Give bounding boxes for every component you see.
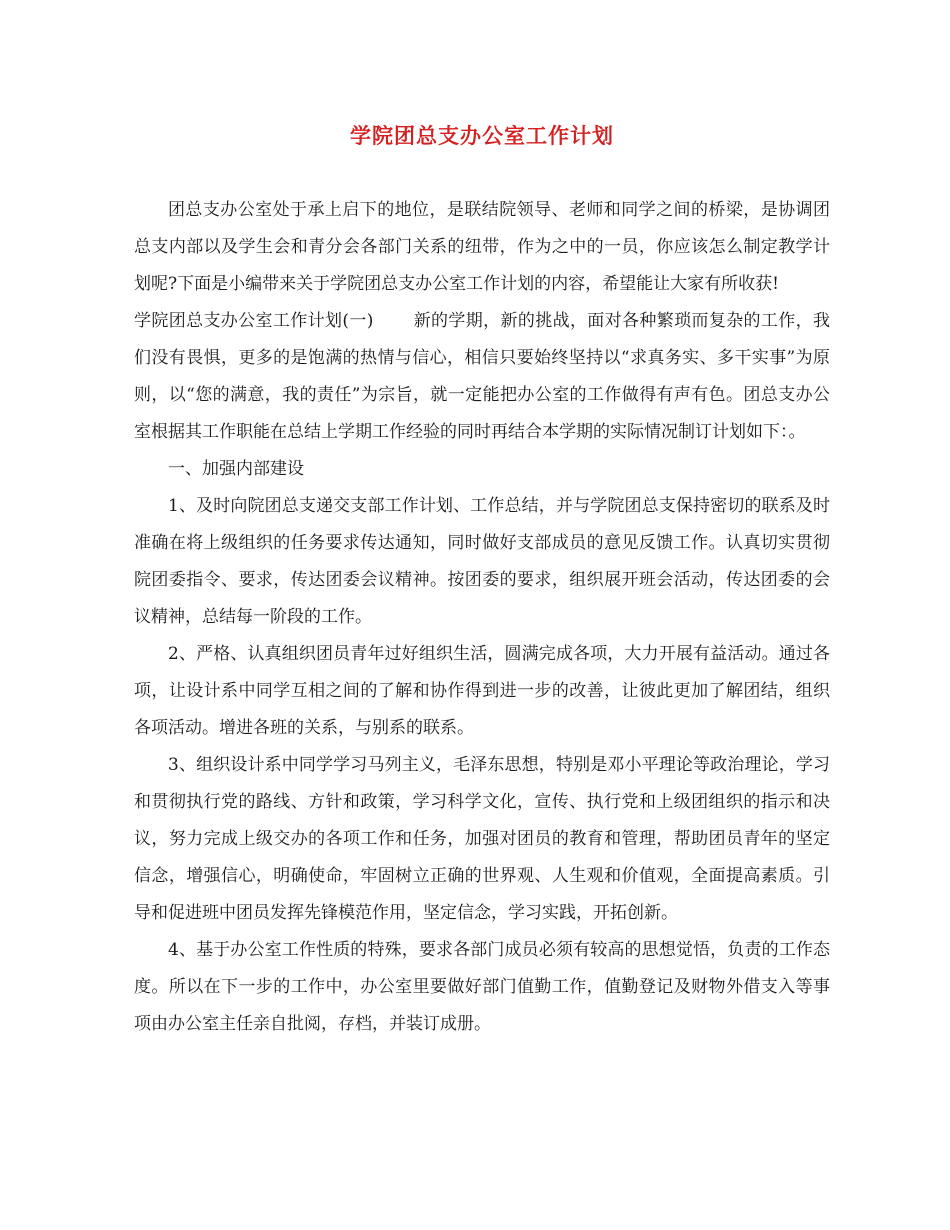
list-item-4: 4、基于办公室工作性质的特殊，要求各部门成员必须有较高的思想觉悟，负责的工作态度。所以在下一步的工作中，办公室里要做好部门值勤工作，值勤登记及财物外借支入等事项由办公室主任亲自批阅，存档，并装订成册。 — [134, 940, 830, 1034]
section-lead-text: 新的学期，新的挑战，面对各种繁琐而复杂的工作，我们没有畏惧，更多的是饱满的热情与信心，相信只要始终坚持以“求真务实、多干实事”为原则，以“您的满意，我的责任”为宗旨，就一定能把办公室的工作做得有声有色。团总支办公室根据其工作职能在总结上学期工作经验的同时再结合本学期的实际情况制订计划如下：。 — [134, 311, 831, 442]
section-paragraph — [134, 303, 830, 451]
document-title: 学院团总支办公室工作计划 — [350, 123, 614, 148]
list-item-3: 3、组织设计系中同学学习马列主义，毛泽东思想，特别是邓小平理论等政治理论，学习和贯彻执行党的路线、方针和政策，学习科学文化，宣传、执行党和上级团组织的指示和决议，努力完成上级交办的各项工作和任务，加强对团员的教育和管理，帮助团员青年的坚定信念，增强信心，明确使命，牢固树立正确的世界观、人生观和价值观，全面提高素质。引导和促进班中团员发挥先锋模范作用，坚定信念，学习实践，开拓创新。 — [134, 755, 830, 923]
intro-paragraph: 团总支办公室处于承上启下的地位，是联结院领导、老师和同学之间的桥梁，是协调团总支内部以及学生会和青分会各部门关系的纽带，作为之中的一员，你应该怎么制定教学计划呢?下面是小编带来关于学院团总支办公室工作计划的内容，希望能让大家有所收获! — [134, 200, 830, 294]
document-body — [134, 192, 830, 1043]
subheading-internal-construction: 一、加强内部建设 — [168, 459, 304, 479]
list-item-1: 1、及时向院团总支递交支部工作计划、工作总结，并与学院团总支保持密切的联系及时准确在将上级组织的任务要求传达通知，同时做好支部成员的意见反馈工作。认真切实贯彻院团委指令、要求，传达团委会议精神。按团委的要求，组织展开班会活动，传达团委的会议精神，总结每一阶段的工作。 — [134, 496, 830, 627]
section-heading: 学院团总支办公室工作计划(一) — [134, 311, 374, 331]
list-item-2: 2、严格、认真组织团员青年过好组织生活，圆满完成各项，大力开展有益活动。通过各项，让设计系中同学互相之间的了解和协作得到进一步的改善，让彼此更加了解团结，组织各项活动。增进各班的关系，与别系的联系。 — [134, 644, 830, 738]
